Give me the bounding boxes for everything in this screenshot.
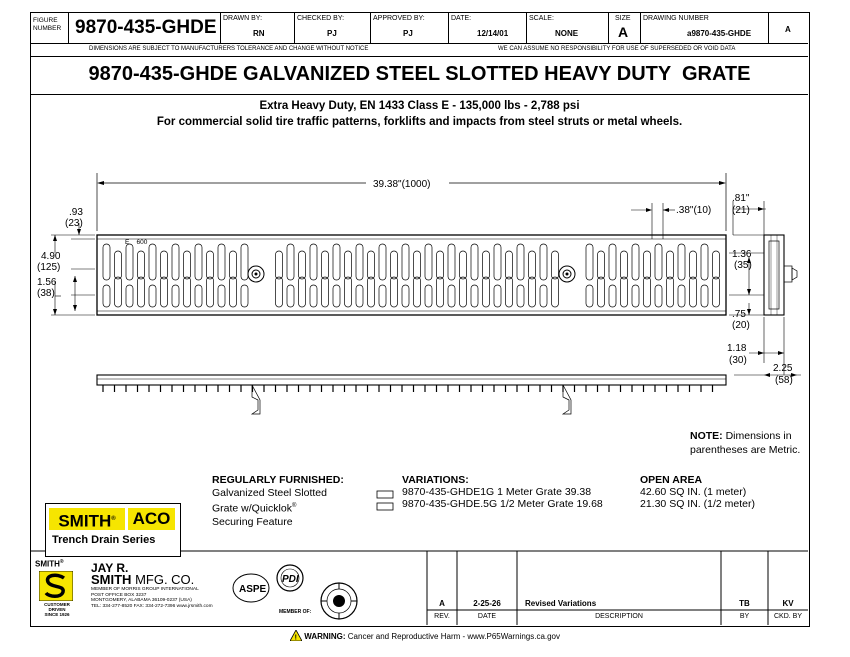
pdi-logo-text: PDI [282,574,299,585]
dim-225: 2.25 [773,363,793,374]
furnished-heading: REGULARLY FURNISHED: [212,474,344,486]
grate-slot [391,251,398,279]
grate-slot [195,285,202,307]
grate-slot [149,285,156,307]
grate-slot [506,277,513,307]
grate-slot [161,251,168,279]
open-area-item-1: 42.60 SQ IN. (1 meter) [640,486,747,498]
aco-logo-text: ACO [128,508,175,530]
quicklok-bolt-right [559,266,575,282]
grate-slot [552,277,559,307]
grate-slot [540,285,547,307]
dim-136-metric: (35) [734,260,752,271]
grate-slot [161,277,168,307]
aspe-logo-text: ASPE [239,584,267,595]
company-line-1: MEMBER OF MORRIS GROUP INTERNATIONAL [91,587,199,592]
figure-number-label: FIGURE NUMBER [33,17,62,32]
date-header: DATE [477,613,497,620]
note-label: NOTE: [690,430,723,442]
company-line-4: TEL: 334-277-8520 FAX: 334-272-7396 www.jrsmith.com [91,603,213,609]
disclaimer-left: DIMENSIONS ARE SUBJECT TO MANUFACTURERS TOLERANCE AND CHANGE WITHOUT NOTICE [89,46,369,52]
grate-slot [609,285,616,307]
smith-logo-reg: ® [111,516,116,522]
grate-slot [207,277,214,307]
grate-slot [241,244,248,280]
p65-warning [0,630,850,641]
aspe-logo-icon [231,571,271,605]
checked-by: PJ [327,29,337,38]
customer-driven-1: CUSTOMER [44,602,70,607]
grate-slot [448,244,455,280]
grate-slot [218,285,225,307]
smith-small-reg: ® [59,559,64,565]
grate-slot [437,251,444,279]
variation-item-1: 9870-435-GHDE1G 1 Meter Grate 39.38 [402,486,592,498]
quicklok-bolt-left [248,266,264,282]
grate-slot [356,285,363,307]
size: A [618,24,629,40]
grate-slot [230,251,237,279]
grate-slot [414,277,421,307]
variation-checkbox-1 [377,491,393,498]
grate-slot [184,277,191,307]
warning-label: WARNING: [304,632,346,641]
grate-slot [632,244,639,280]
figure-number: 9870-435-GHDE [75,17,217,38]
customer-driven-2: DRIVEN [48,607,66,612]
grate-slot [195,244,202,280]
grate-slot [667,251,674,279]
grate-slot [184,251,191,279]
grate-slot [655,244,662,280]
dim-136: 1.36 [732,249,752,260]
grate-slot [391,277,398,307]
company-address [91,587,213,609]
dim-093-metric: (23) [65,218,83,229]
dim-490: 4.90 [41,251,61,262]
grate-slot [448,285,455,307]
grate-slot [494,285,501,307]
smith-small-label [35,559,64,569]
rev-date-value: 2-25-26 [473,599,501,608]
grate-slot [644,277,651,307]
company-name-1: JAY R. [91,561,129,575]
subtitle-1: Extra Heavy Duty, EN 1433 Class E - 135,000 lbs - 2,788 psi [259,100,580,112]
furnished-line-1: Galvanized Steel Slotted [212,487,327,499]
grate-slot [149,244,156,280]
dim-075-metric: (20) [732,320,750,331]
regularly-furnished [212,474,344,529]
approved-by: PJ [403,29,413,38]
grate-slot [517,244,524,280]
main-title: 9870-435-GHDE GALVANIZED STEEL SLOTTED HEAVY DUTY GRATE [88,63,751,85]
smith-small-text: SMITH [35,559,60,569]
company-line-2: POST OFFICE BOX 3237 [91,592,147,598]
grate-end-view [764,235,797,315]
dim-081: .81" [732,193,750,204]
grate-slot [287,285,294,307]
grate-slot [632,285,639,307]
drawing-number: a9870-435-GHDE [687,29,752,38]
grate-slot [138,251,145,279]
grate-slot [621,277,628,307]
by-header: BY [739,613,750,620]
grate-slot [483,277,490,307]
grate-slot [356,244,363,280]
smith-logo-text: SMITH [58,511,112,531]
grate-slot [103,244,110,280]
grate-slot [230,277,237,307]
drawn-by-label: DRAWN BY: [223,15,263,22]
metric-note [690,429,800,457]
grate-slot [678,244,685,280]
rev-by-value: TB [739,599,750,608]
grate-slot [609,244,616,280]
grate-mark: E 600 [125,239,148,246]
smith-logo-box [49,508,125,530]
grate-slot [126,244,133,280]
customer-driven-badge [35,602,79,617]
grate-slot [586,244,593,280]
grate-slot [276,277,283,307]
disclaimer-right: WE CAN ASSUME NO RESPONSIBILITY FOR USE OF SUPERSEDED OR VOID DATA [498,46,736,52]
grate-slot [701,244,708,280]
grate-slot [506,251,513,279]
description-header: DESCRIPTION [595,613,643,620]
grate-slot [103,285,110,307]
furnished-line-3: Securing Feature [212,515,293,528]
grate-slot [437,277,444,307]
grate-slot [598,277,605,307]
grate-slot [379,285,386,307]
grate-slot [333,244,340,280]
note-text-1: Dimensions in [722,430,792,442]
revision-letter: A [785,25,791,34]
rev-description-value: Revised Variations [525,599,597,608]
grate-slot [368,277,375,307]
ckd-by-header: CKD. BY [773,613,802,620]
grate-slot [678,285,685,307]
variations-heading: VARIATIONS: [402,474,469,486]
grate-slot [322,277,329,307]
grate-slot [126,285,133,307]
grate-slot [345,277,352,307]
length-dimension: 39.38"(1000) [373,179,431,190]
grate-slot [540,244,547,280]
checked-by-label: CHECKED BY: [297,15,345,22]
member-of-label: MEMBER OF: [279,609,312,615]
grate-slot [517,285,524,307]
grate-slot [425,244,432,280]
grate-slot [655,285,662,307]
grate-slot [690,277,697,307]
company-name [91,572,194,587]
grate-slot [529,251,536,279]
grate-slot [333,285,340,307]
dim-490-metric: (125) [37,262,61,273]
grate-slot [483,251,490,279]
approved-by-label: APPROVED BY: [373,15,425,22]
grate-slot [345,251,352,279]
scale-label: SCALE: [529,15,554,22]
date: 12/14/01 [477,29,509,38]
variation-checkbox-2 [377,503,393,510]
pdi-logo-icon [273,563,307,593]
dim-075: .75 [732,309,746,320]
grate-side-profile [97,375,726,414]
grate-slot [402,244,409,280]
dim-118: 1.18 [727,343,747,354]
open-area-item-2: 21.30 SQ IN. (1/2 meter) [640,498,755,510]
drawing-number-label: DRAWING NUMBER [643,15,709,22]
grate-slot [701,285,708,307]
grate-slot [276,251,283,279]
grate-slot [644,251,651,279]
open-area-heading: OPEN AREA [640,474,703,486]
svg-text:!: ! [294,634,297,641]
drawn-by: RN [253,29,265,38]
customer-driven-3: SINCE 1926 [44,612,70,617]
grate-slot [172,285,179,307]
grate-slot [460,277,467,307]
slot-dimension: .38"(10) [676,205,712,216]
grate-slot [207,251,214,279]
scale: NONE [555,29,579,38]
grate-slot [494,244,501,280]
dim-118-metric: (30) [729,355,747,366]
grate-slot [115,277,122,307]
grate-slot [621,251,628,279]
trench-drain-series: Trench Drain Series [52,534,156,546]
grate-slot [402,285,409,307]
furnished-line-2: Grate w/Quicklok [212,502,292,515]
grate-slot [172,244,179,280]
grate-slot [287,244,294,280]
grate-slot [368,251,375,279]
furnished-reg-mark: ® [291,503,297,509]
grate-slot [414,251,421,279]
grate-slot [529,277,536,307]
dim-081-metric: (21) [732,205,750,216]
drawing-sheet [30,12,810,627]
grate-slot-pattern [103,244,720,307]
company-name-3: MFG. CO. [131,572,195,587]
grate-slot [310,244,317,280]
smith-s-logo-icon [39,571,73,601]
size-label: SIZE [615,15,631,22]
association-seal-icon [319,581,359,621]
warning-text: Cancer and Reproductive Harm - www.P65Warnings.ca.gov [345,632,561,641]
grate-slot [552,251,559,279]
grate-slot [379,244,386,280]
subtitle-2: For commercial solid tire traffic patterns, forklifts and impacts from steel struts or metal wheels. [156,116,683,128]
grate-slot [471,285,478,307]
profile-bearing-bars [103,385,713,392]
company-line-3: MONTGOMERY, ALABAMA 36109-0237 (USA) [91,598,192,604]
open-area [640,474,755,510]
rev-header: REV. [434,613,450,620]
grate-slot [310,285,317,307]
grate-slot [299,277,306,307]
variations [402,474,603,510]
grate-slot [322,251,329,279]
rev-value: A [439,599,445,608]
variation-item-2: 9870-435-GHDE.5G 1/2 Meter Grate 19.68 [402,498,603,510]
grate-slot [713,277,720,307]
grate-slot [241,285,248,307]
grate-slot [586,285,593,307]
dim-093: .93 [69,207,83,218]
grate-slot [425,285,432,307]
company-block [35,559,415,623]
company-name-2: SMITH [91,572,132,587]
note-text-2: parentheses are Metric. [690,444,801,456]
grate-slot [115,251,122,279]
grate-slot [138,277,145,307]
grate-slot [471,244,478,280]
date-label: DATE: [451,15,472,22]
grate-slot [460,251,467,279]
dim-156: 1.56 [37,277,57,288]
grate-slot [598,251,605,279]
warning-triangle-icon [290,630,302,641]
grate-slot [667,277,674,307]
dim-225-metric: (58) [775,375,793,386]
dim-156-metric: (38) [37,288,55,299]
rev-ckd-value: KV [782,599,794,608]
grate-slot [299,251,306,279]
smith-aco-logo [45,503,181,557]
grate-slot [218,244,225,280]
grate-slot [713,251,720,279]
grate-slot [690,251,697,279]
